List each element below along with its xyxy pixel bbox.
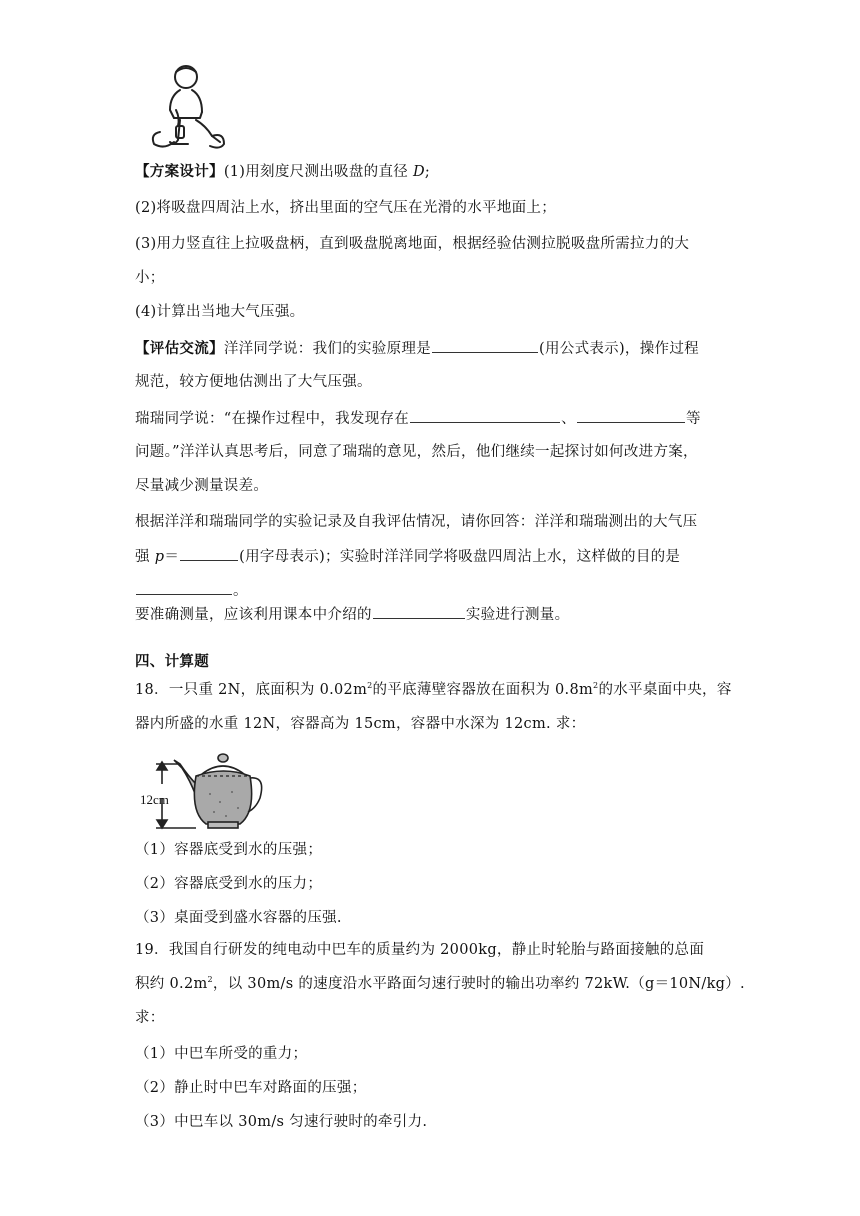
ask-line-3: 。 (135, 580, 248, 601)
q18-line-1: 18．一只重 2N，底面积为 $0.02m^2$的平底薄壁容器放在面积为 $0.8m^2$的水平桌面中央，容 (135, 681, 732, 698)
eval-line-1: 【评估交流】洋洋同学说：我们的实验原理是 (用公式表示)，操作过程 (135, 340, 699, 357)
design-heading: 【方案设计】 (135, 163, 224, 180)
q19-sub-1: （1）中巴车所受的重力； (135, 1046, 308, 1062)
q19-sub-3: （3）中巴车以 30m/s 匀速行驶时的牵引力. (135, 1114, 428, 1130)
rui-line-2: 问题。”洋洋认真思考后，同意了瑞瑞的意见，然后，他们继续一起探讨如何改进方案， (135, 444, 698, 460)
eval-heading: 【评估交流】 (135, 340, 224, 357)
ask-line-2: 强 p＝ (用字母表示)；实验时洋洋同学将吸盘四周沾上水，这样做的目的是 (135, 546, 680, 567)
design-line-3: (3)用力竖直往上拉吸盘柄，直到吸盘脱离地面，根据经验估测拉脱吸盘所需拉力的大 (135, 236, 690, 252)
q18-line-2: 器内所盛的水重 12N，容器高为 15cm，容器中水深为 12cm. 求： (135, 716, 586, 732)
rui-line-1: 瑞瑞同学说：“在操作过程中，我发现存在 、 等 (135, 408, 701, 429)
design-line-1: 【方案设计】(1)用刻度尺测出吸盘的直径 D; (135, 163, 431, 180)
q19-line-2: 积约 $0.2m^2$，以 30m/s 的速度沿水平路面匀速行驶时的输出功率约 72kW.（g＝10N/kg）. (135, 975, 745, 992)
eval-line-2: 规范，较方便地估测出了大气压强。 (135, 374, 372, 390)
answer-blank[interactable] (180, 546, 238, 561)
q19-sub-2: （2）静止时中巴车对路面的压强； (135, 1080, 367, 1096)
ask-line-1: 根据洋洋和瑞瑞同学的实验记录及自我评估情况，请你回答：洋洋和瑞瑞测出的大气压 (135, 514, 698, 530)
boy-suction-cup-figure (140, 62, 230, 154)
q18-sub-2: （2）容器底受到水的压力； (135, 876, 323, 892)
q19-line-1: 19．我国自行研发的纯电动中巴车的质量约为 2000kg，静止时轮胎与路面接触的总面 (135, 942, 705, 958)
design-line-2: (2)将吸盘四周沾上水，挤出里面的空气压在光滑的水平地面上； (135, 200, 557, 216)
rui-line-3: 尽量减少测量误差。 (135, 478, 269, 494)
teapot-figure (140, 746, 270, 832)
answer-blank[interactable] (410, 408, 560, 423)
ask-line-4: 要准确测量，应该利用课本中介绍的 实验进行测量。 (135, 604, 569, 625)
answer-blank[interactable] (373, 604, 465, 619)
design-line-3-cont: 小； (135, 270, 165, 286)
answer-blank[interactable] (577, 408, 685, 423)
q18-sub-3: （3）桌面受到盛水容器的压强. (135, 910, 342, 926)
section-title: 四、计算题 (135, 653, 209, 670)
design-line-4: (4)计算出当地大气压强。 (135, 304, 305, 320)
teapot-height-label: 12cm (140, 792, 169, 807)
answer-blank[interactable] (432, 338, 538, 353)
q18-sub-1: （1）容器底受到水的压强； (135, 842, 323, 858)
q19-line-3: 求： (135, 1010, 165, 1026)
answer-blank[interactable] (136, 580, 232, 595)
